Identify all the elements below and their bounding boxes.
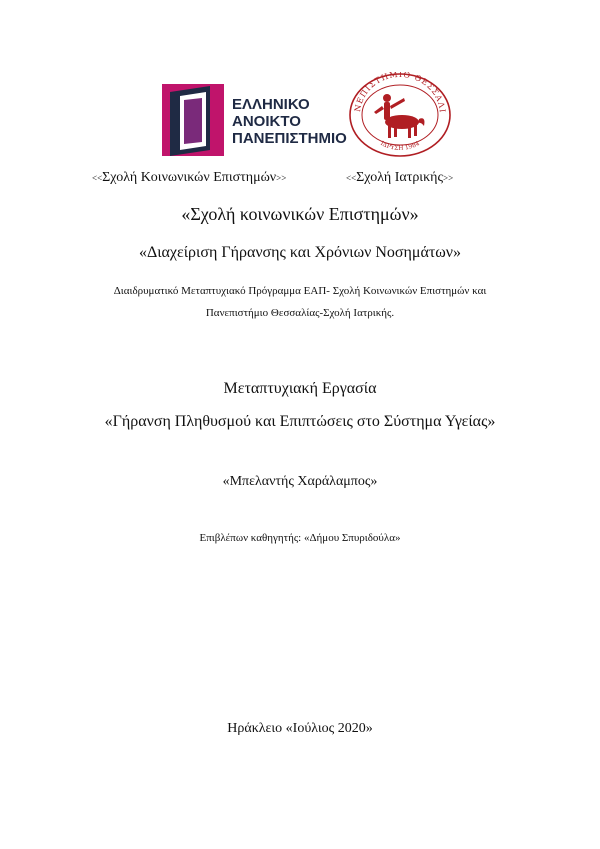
eap-logo-mark: [162, 84, 232, 156]
eap-logo-line: ΠΑΝΕΠΙΣΤΗΜΙΟ: [232, 130, 347, 147]
supervisor: Επιβλέπων καθηγητής: «Δήμου Σπυριδούλα»: [199, 532, 401, 544]
school-title: «Σχολή κοινωνικών Επιστημών»: [181, 204, 419, 224]
thesis-label: Μεταπτυχιακή Εργασία: [223, 380, 377, 397]
school-left-open: <<: [92, 173, 103, 183]
eap-logo-text: [232, 96, 347, 147]
eap-logo-line: ΑΝΟΙΚΤΟ: [232, 113, 301, 130]
svg-text:ΙΔΡΥΣΗ 1984: ΙΔΡΥΣΗ 1984: [379, 139, 421, 152]
school-right-close: >>: [443, 173, 454, 183]
svg-text:ΠΑΝΕΠΙΣΤΗΜΙΟ ΘΕΣΣΑΛΙΑΣ: ΝΕΠΙΣΤΗΜΙΟ ΘΕΣΣΑΛΙ: [353, 72, 447, 114]
school-right-name: Σχολή Ιατρικής: [356, 170, 443, 185]
program-description-line: Πανεπιστήμιο Θεσσαλίας-Σχολή Ιατρικής.: [205, 307, 395, 319]
eap-logo-line: ΕΛΛΗΝΙΚΟ: [232, 96, 310, 113]
program-title: «Διαχείριση Γήρανσης και Χρόνιων Νοσημάτων»: [138, 244, 462, 261]
author-name: «Μπελαντής Χαράλαμπος»: [222, 474, 378, 489]
school-left-close: >>: [276, 173, 287, 183]
school-left-name: Σχολή Κοινωνικών Επιστημών: [102, 170, 277, 185]
school-medicine: [346, 170, 453, 186]
thesis-title: «Γήρανση Πληθυσμού και Επιπτώσεις στο Σύστημα Υγείας»: [104, 413, 496, 430]
eap-logo: [162, 84, 352, 156]
place-date: Ηράκλειο «Ιούλιος 2020»: [227, 721, 373, 736]
school-social-sciences: [92, 170, 286, 186]
uth-seal-logo: [344, 72, 456, 158]
program-description: [0, 280, 600, 324]
school-right-open: <<: [346, 173, 357, 183]
program-description-line: Διαιδρυματικό Μεταπτυχιακό Πρόγραμμα ΕΑΠ- Σχολή Κοινωνικών Επιστημών και: [113, 285, 487, 297]
